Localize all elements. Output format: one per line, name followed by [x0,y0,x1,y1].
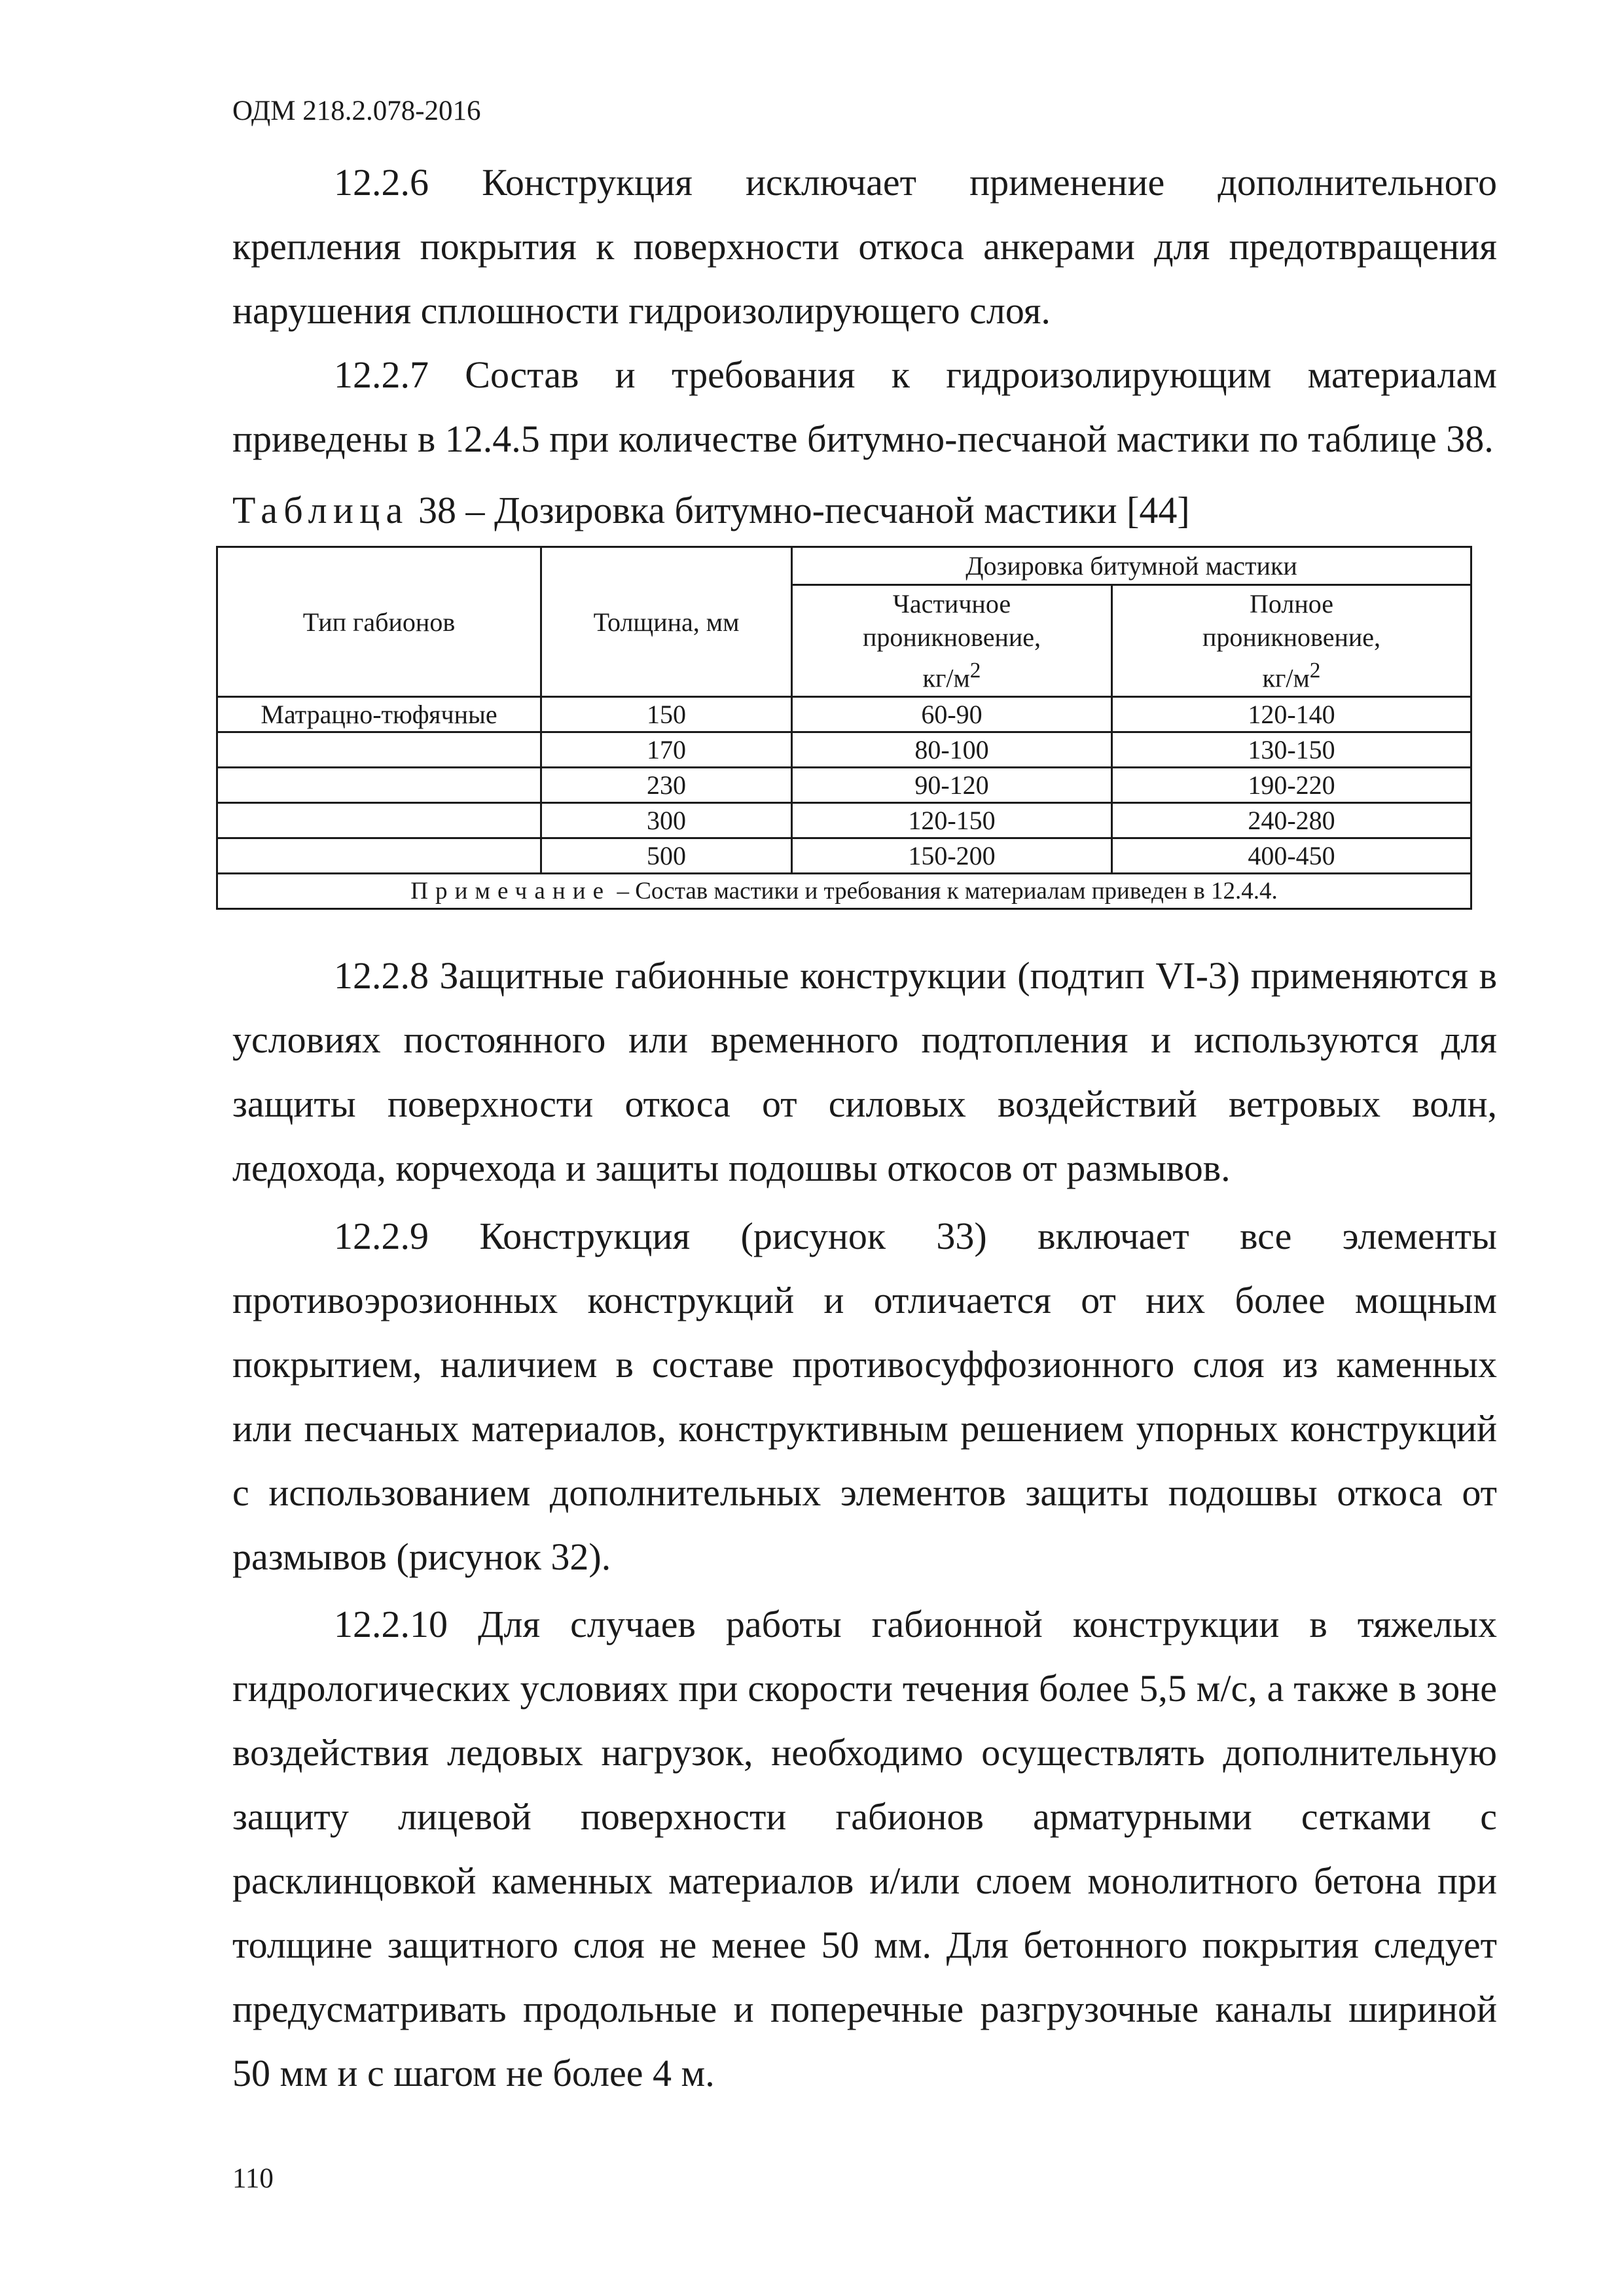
table-note-text: – Состав мастики и требования к материалам приведен в 12.4.4. [617,878,1278,905]
header-thickness: Толщина, мм [541,547,792,697]
table-row [217,803,1471,838]
cell-thickness: 150 [541,697,792,732]
cell-full: 120-140 [1112,697,1471,732]
header-full-penetration [1112,585,1471,697]
cell-partial: 60-90 [792,697,1112,732]
header-partial-penetration [792,585,1112,697]
cell-full: 190-220 [1112,768,1471,803]
cell-partial: 80-100 [792,732,1112,768]
cell-thickness: 300 [541,803,792,838]
header-full-unit: кг/м [1262,663,1310,693]
cell-partial: 150-200 [792,838,1112,874]
cell-full: 400-450 [1112,838,1471,874]
table-row [217,768,1471,803]
cell-full: 130-150 [1112,732,1471,768]
header-full-unit-power: 2 [1309,658,1321,683]
table-note [217,874,1471,909]
header-full-line1: Полное [1250,589,1333,619]
cell-thickness: 500 [541,838,792,874]
paragraph-12-2-6: 12.2.6 Конструкция исключает применение дополнительного крепления покрытия к поверхности откоса анкерами для предотвращения нарушения сплошности гидроизолирующего слоя. [232,161,1497,332]
cell-thickness: 230 [541,768,792,803]
paragraph-12-2-9: 12.2.9 Конструкция (рисунок 33) включает все элементы противоэрозионных конструкций и отличается от них более мощным покрытием, наличием в составе противосуффозионного слоя из каменных или песчаных материалов, конструктивным решением упорных конструкций с использованием дополнительных элементов защиты подошвы откоса от размывов (рисунок 32). [232,1215,1497,1578]
header-partial-unit: кг/м [922,663,970,693]
cell-type [217,768,541,803]
paragraph-12-2-8: 12.2.8 Защитные габионные конструкции (подтип VI-3) применяются в условиях постоянного или временного подтопления и используются для защиты поверхности откоса от силовых воздействий ветровых волн, ледохода, корчехода и защиты подошвы откосов от размывов. [232,954,1497,1189]
cell-type [217,732,541,768]
header-type: Тип габионов [217,547,541,697]
cell-type [217,838,541,874]
document-code: ОДМ 218.2.078-2016 [232,96,481,126]
cell-full: 240-280 [1112,803,1471,838]
table-38 [216,546,1470,910]
table-row [217,732,1471,768]
cell-type [217,803,541,838]
table-caption [232,481,1190,540]
cell-partial: 120-150 [792,803,1112,838]
table-note-row [217,874,1471,909]
header-full-line2: проникновение, [1202,622,1381,652]
table-caption-text: 38 – Дозировка битумно-песчаной мастики [44] [418,489,1190,531]
table-row [217,838,1471,874]
dosage-table [216,546,1472,910]
header-dosage-group: Дозировка битумной мастики [792,547,1471,585]
table-note-label: Примечание [410,878,611,905]
header-partial-line2: проникновение, [862,622,1041,652]
page-number: 110 [232,2163,274,2194]
paragraph-12-2-7: 12.2.7 Состав и требования к гидроизолирующим материалам приведены в 12.4.5 при количестве битумно-песчаной мастики по таблице 38. [232,353,1497,460]
table-caption-label: Таблица [232,489,409,531]
header-partial-unit-power: 2 [969,658,981,683]
cell-thickness: 170 [541,732,792,768]
table-row [217,697,1471,732]
cell-type: Матрацно-тюфячные [217,697,541,732]
header-partial-line1: Частичное [892,589,1011,619]
paragraph-12-2-10: 12.2.10 Для случаев работы габионной конструкции в тяжелых гидрологических условиях при скорости течения более 5,5 м/с, а также в зоне воздействия ледовых нагрузок, необходимо осуществлять дополнительную защиту лицевой поверхности габионов арматурными сетками с расклинцовкой каменных материалов и/или слоем монолитного бетона при толщине защитного слоя не менее 50 мм. Для бетонного покрытия следует предусматривать продольные и поперечные разгрузочные каналы шириной 50 мм и с шагом не более 4 м. [232,1603,1497,2094]
cell-partial: 90-120 [792,768,1112,803]
